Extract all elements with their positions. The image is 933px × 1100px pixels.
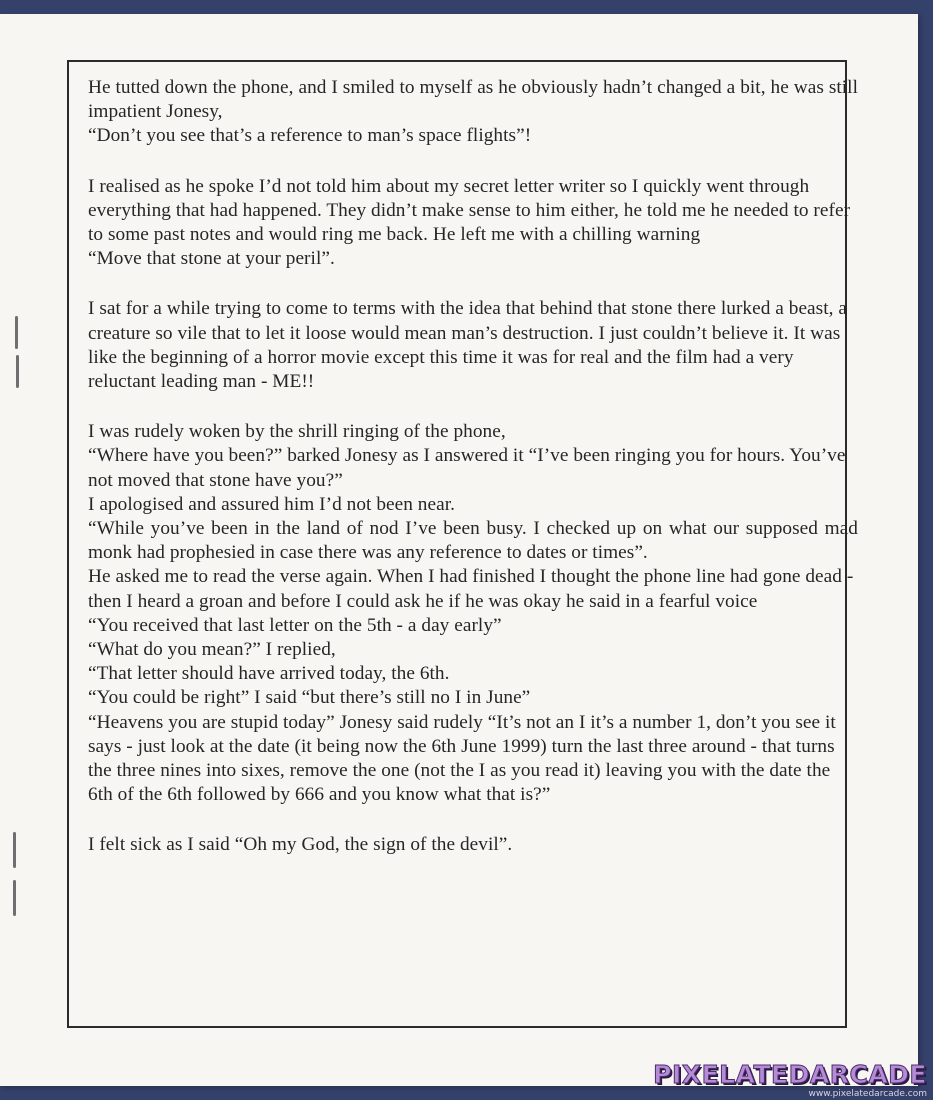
paragraph: I felt sick as I said “Oh my God, the sign of the devil”. — [88, 834, 513, 856]
paragraph: He tutted down the phone, and I smiled to myself as he obviously hadn’t changed a bit, he was still impatient Jonesy, — [88, 77, 858, 123]
paragraph: “That letter should have arrived today, the 6th. — [88, 663, 450, 685]
paragraph: I was rudely woken by the shrill ringing of the phone, — [88, 421, 506, 443]
watermark-brand: PIXELATEDARCADE — [653, 1060, 927, 1089]
paragraph: He asked me to read the verse again. When I had finished I thought the phone line had gone dead - then I heard a groan and before I could ask he if he was okay he said in a fearful voice — [88, 566, 854, 612]
paragraph-gap — [88, 807, 858, 833]
paragraph: “What do you mean?” I replied, — [88, 639, 336, 661]
staple-top — [15, 316, 18, 349]
staple-bottom-lower — [13, 880, 16, 916]
story-text — [88, 76, 858, 858]
watermark-url: www.pixelatedarcade.com — [808, 1089, 927, 1099]
paragraph: I apologised and assured him I’d not been near. — [88, 493, 455, 515]
paragraph: “Where have you been?” barked Jonesy as I answered it “I’ve been ringing you for hours. You’ve not moved that stone have you?” — [88, 445, 846, 491]
paragraph-gap — [88, 149, 858, 175]
paragraph: I sat for a while trying to come to terms with the idea that behind that stone there lurked a beast, a creature so vile that to let it loose would mean man’s destruction. I just couldn’t believe it. It was like the beginning of a horror movie except this time it was for real and the film had a very reluctant leading man - ME!! — [88, 298, 847, 393]
paragraph-gap — [88, 271, 858, 297]
watermark-logo — [653, 1062, 927, 1099]
paragraph: “Don’t you see that’s a reference to man’s space flights”! — [88, 125, 532, 147]
staple-bottom — [13, 832, 16, 868]
paragraph: “While you’ve been in the land of nod I’ve been busy. I checked up on what our supposed mad monk had prophesied in case there was any reference to dates or times”. — [88, 518, 858, 564]
paragraph: “Heavens you are stupid today” Jonesy said rudely “It’s not an I it’s a number 1, don’t you see it says - just look at the date (it being now the 6th June 1999) turn the last three around - that turns the three nines into sixes, remove the one (not the I as you read it) leaving you with the date the 6th of the 6th followed by 666 and you know what that is?” — [88, 711, 836, 806]
paragraph: “You could be right” I said “but there’s still no I in June” — [88, 687, 531, 709]
paragraph: I realised as he spoke I’d not told him about my secret letter writer so I quickly went through everything that had happened. They didn’t make sense to him either, he told me he needed to refer to some past notes and would ring me back. He left me with a chilling warning — [88, 175, 851, 246]
staple-top-lower — [16, 355, 19, 388]
paragraph: “Move that stone at your peril”. — [88, 248, 335, 270]
paragraph: “You received that last letter on the 5th - a day early” — [88, 614, 502, 636]
paragraph-gap — [88, 394, 858, 420]
